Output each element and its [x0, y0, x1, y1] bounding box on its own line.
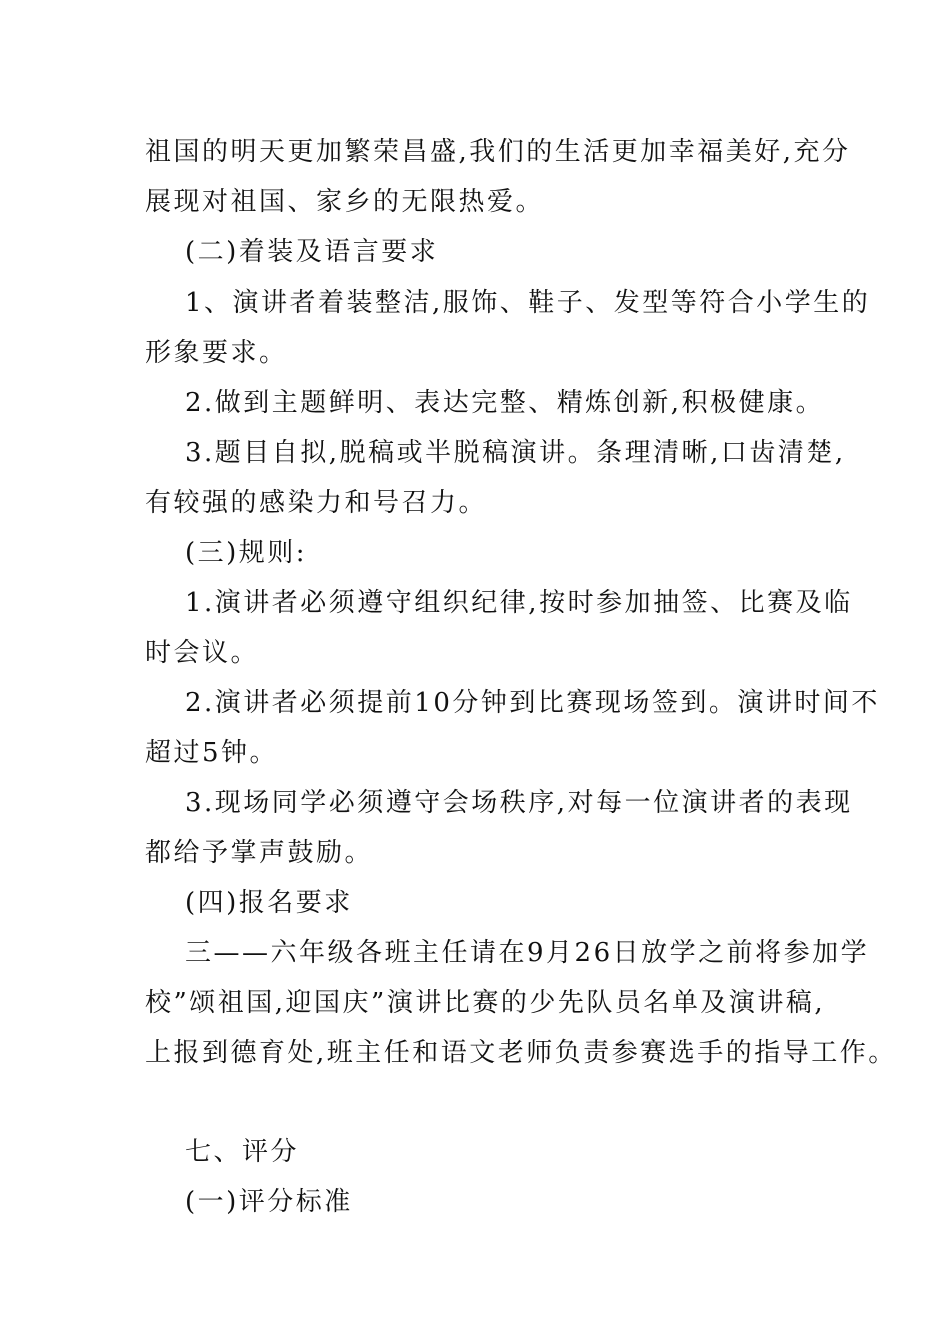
paragraph-line: 上报到德育处,班主任和语文老师负责参赛选手的指导工作。 — [145, 1038, 897, 1068]
section-heading: 七、评分 — [185, 1137, 300, 1167]
paragraph-line: 都给予掌声鼓励。 — [145, 838, 374, 868]
section-heading: (三)规则: — [185, 538, 308, 568]
paragraph-line: 三——六年级各班主任请在9月26日放学之前将参加学 — [185, 938, 870, 968]
paragraph-line: 校”颂祖国,迎国庆”演讲比赛的少先队员名单及演讲稿, — [145, 988, 826, 1018]
paragraph-line: 有较强的感染力和号召力。 — [145, 488, 488, 518]
paragraph-line: 2.做到主题鲜明、表达完整、精炼创新,积极健康。 — [185, 388, 825, 418]
paragraph-line: 1、演讲者着装整洁,服饰、鞋子、发型等符合小学生的 — [185, 288, 871, 318]
paragraph-line: 时会议。 — [145, 638, 260, 668]
paragraph-line: 2.演讲者必须提前10分钟到比赛现场签到。演讲时间不 — [185, 688, 880, 718]
paragraph-line: 超过5钟。 — [145, 738, 279, 768]
section-heading: (一)评分标准 — [185, 1187, 353, 1217]
paragraph-line: 1.演讲者必须遵守组织纪律,按时参加抽签、比赛及临 — [185, 588, 853, 618]
paragraph-line: 形象要求。 — [145, 338, 288, 368]
paragraph-line: 展现对祖国、家乡的无限热爱。 — [145, 187, 545, 217]
paragraph-line: 3.现场同学必须遵守会场秩序,对每一位演讲者的表现 — [185, 788, 853, 818]
paragraph-line: 祖国的明天更加繁荣昌盛,我们的生活更加幸福美好,充分 — [145, 137, 851, 167]
section-heading: (二)着装及语言要求 — [185, 237, 439, 267]
paragraph-line: 3.题目自拟,脱稿或半脱稿演讲。条理清晰,口齿清楚, — [185, 438, 846, 468]
section-heading: (四)报名要求 — [185, 888, 353, 918]
